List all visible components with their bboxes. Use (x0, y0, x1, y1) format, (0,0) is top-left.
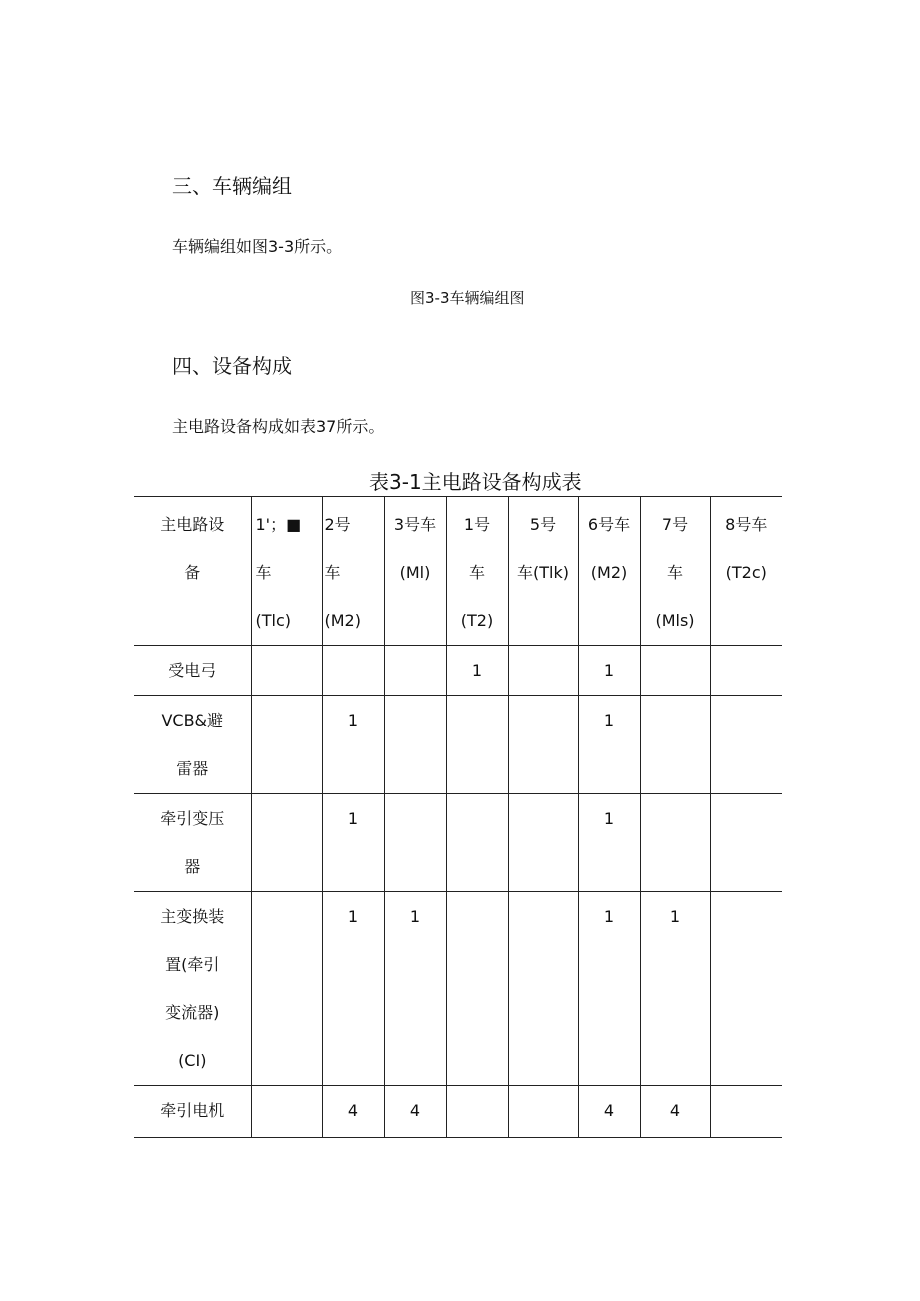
row-label-line: 变流器) (165, 1003, 220, 1022)
value-cell (384, 646, 446, 696)
header-car-line: (Ml) (399, 563, 431, 582)
value-cell (384, 696, 446, 794)
value-cell (640, 1086, 710, 1138)
value: 1 (603, 711, 615, 730)
section-4-heading: 四、设备构成 (172, 354, 292, 378)
row-label-line: 牵引变压 (160, 809, 225, 828)
table-header-row (134, 497, 782, 646)
value: 1 (347, 711, 359, 730)
row-label-line: VCB&避 (161, 711, 224, 730)
header-car-8 (710, 497, 782, 646)
value: 1 (409, 907, 421, 926)
value-cell (578, 794, 640, 892)
row-label-line: 主变换装 (160, 907, 225, 926)
header-car-7 (640, 497, 710, 646)
header-car-line: 车 (468, 563, 485, 582)
header-car-line: (T2c) (725, 563, 767, 582)
value: 4 (603, 1101, 615, 1120)
value-cell (446, 794, 508, 892)
value: 4 (347, 1101, 359, 1120)
header-car-line: (Mls) (655, 611, 695, 630)
header-car-line: (T2) (460, 611, 494, 630)
value: 1 (347, 907, 359, 926)
value-cell (710, 892, 782, 1086)
value-cell (446, 892, 508, 1086)
header-car-line: 7号 (661, 515, 689, 534)
header-car-line: 车 (324, 563, 341, 582)
value: 4 (409, 1101, 421, 1120)
header-car-line: 1号 (463, 515, 491, 534)
main-circuit-equipment-table (134, 496, 782, 1138)
value-cell (508, 1086, 578, 1138)
value-cell (710, 1086, 782, 1138)
row-label-line: 器 (184, 857, 201, 876)
header-car-line: 5号 (529, 515, 557, 534)
table-row (134, 1086, 782, 1138)
value-cell (322, 696, 384, 794)
value-cell (446, 696, 508, 794)
value-cell (322, 794, 384, 892)
value-cell (578, 646, 640, 696)
row-label-cell (134, 696, 251, 794)
figure-caption: 图3-3车辆编组图 (410, 289, 525, 307)
value-cell (384, 794, 446, 892)
table-row (134, 892, 782, 1086)
value-cell (578, 892, 640, 1086)
value-cell (384, 1086, 446, 1138)
header-car-line: 车(Tlk) (517, 563, 569, 582)
value-cell (508, 696, 578, 794)
value-cell (640, 696, 710, 794)
row-label-cell (134, 646, 251, 696)
section-3-text: 车辆编组如图3-3所示。 (172, 237, 343, 256)
value: 1 (603, 809, 615, 828)
header-corner-line: 主电路设 (160, 515, 225, 534)
header-car-line: 车 (666, 563, 683, 582)
value: 1 (347, 809, 359, 828)
value-cell (508, 646, 578, 696)
row-label-line: 置(牵引 (165, 955, 220, 974)
value-cell (710, 646, 782, 696)
value-cell (322, 1086, 384, 1138)
value-cell (251, 794, 322, 892)
header-corner-line: 备 (184, 563, 201, 582)
value: 1 (669, 907, 681, 926)
row-label-line: 雷器 (176, 759, 209, 778)
section-4-text: 主电路设备构成如表37所示。 (172, 417, 385, 436)
value-cell (446, 646, 508, 696)
value-cell (710, 794, 782, 892)
header-car-line: 6号车 (587, 515, 631, 534)
value-cell (322, 646, 384, 696)
header-car-line: (M2) (590, 563, 628, 582)
row-label-cell (134, 1086, 251, 1138)
header-car-5 (508, 497, 578, 646)
value-cell (251, 1086, 322, 1138)
value-cell (251, 646, 322, 696)
value-cell (640, 794, 710, 892)
section-3-heading: 三、车辆编组 (172, 174, 292, 198)
value-cell (251, 892, 322, 1086)
header-car-line: 1'；■ (255, 515, 302, 534)
row-label: 受电弓 (168, 661, 217, 680)
header-car-4 (446, 497, 508, 646)
table-row (134, 794, 782, 892)
value-cell (251, 696, 322, 794)
value-cell (508, 892, 578, 1086)
header-car-line: 车 (255, 563, 272, 582)
value-cell (578, 696, 640, 794)
table-row (134, 696, 782, 794)
header-car-6 (578, 497, 640, 646)
value-cell (384, 892, 446, 1086)
header-car-line: 3号车 (393, 515, 437, 534)
header-car-2 (322, 497, 384, 646)
value: 1 (471, 661, 483, 680)
header-car-line: (Tlc) (255, 611, 291, 630)
header-car-3 (384, 497, 446, 646)
value-cell (446, 1086, 508, 1138)
value: 1 (603, 661, 615, 680)
value-cell (322, 892, 384, 1086)
value-cell (640, 646, 710, 696)
value-cell (640, 892, 710, 1086)
header-car-line: 8号车 (725, 515, 768, 534)
header-car-line: 2号 (324, 515, 351, 534)
value: 4 (669, 1101, 681, 1120)
table-row (134, 646, 782, 696)
value-cell (710, 696, 782, 794)
value-cell (508, 794, 578, 892)
header-corner-cell (134, 497, 251, 646)
row-label: 牵引电机 (160, 1101, 225, 1120)
header-car-line: (M2) (324, 611, 361, 630)
row-label-line: (CI) (178, 1051, 207, 1070)
value: 1 (603, 907, 615, 926)
value-cell (578, 1086, 640, 1138)
row-label-cell (134, 892, 251, 1086)
header-car-1 (251, 497, 322, 646)
table-caption: 表3-1主电路设备构成表 (369, 470, 582, 494)
row-label-cell (134, 794, 251, 892)
